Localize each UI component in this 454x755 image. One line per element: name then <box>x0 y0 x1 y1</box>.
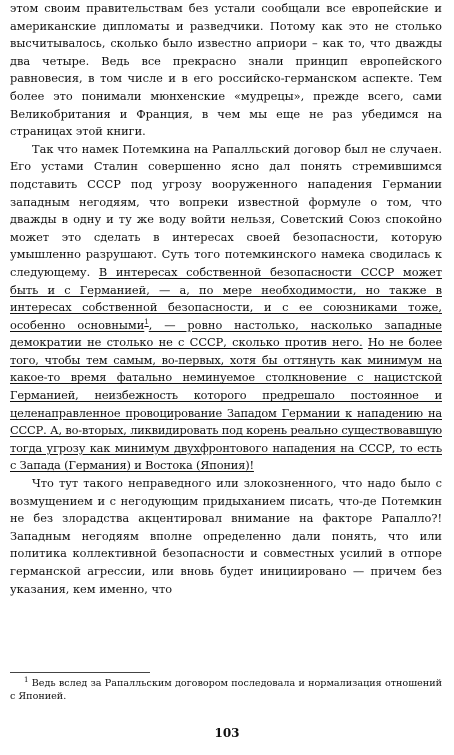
paragraph-2-underlined-c: Но не более того, чтобы тем самым, во-первых, хотя бы оттянуть как минимум на какое-то время фатально неминуемое столкновение с нацистской Германией, неизбежность которого предрешало постоянное и целенаправленное провоцирование Западом Германии к нападению на СССР. А, во-вторых, ликвидировать под корень реально существовавшую тогда угрозу как минимум двухфронтового нападения на СССР, то есть с Запада (Германия) и Востока (Япония)! <box>10 335 443 473</box>
paragraph-3 <box>10 475 442 598</box>
paragraph-2-underlined-a: В интересах собственной безопасности СССР может быть и с Германией, — а, по мере необходимости, но также в интересах собственной безопасности, и с ее союзниками тоже, особенно основными <box>10 264 443 332</box>
footnote <box>10 677 442 703</box>
footnote-mark: 1 <box>24 675 29 684</box>
paragraph-2-text-a: Так что намек Потемкина на Рапалльский договор был не случаен. Его устами Сталин совершенно ясно дал понять стремившимся подставить СССР под угрозу вооруженного нападения Германии западным негодяям, что вопреки известной формуле о том, что дважды в одну и ту же воду войти нельзя, Советский Союз спокойно может это сделать в интересах своей безопасности, которую умышленно разрушают. Суть того потемкинского намека сводилась к следующему. <box>10 141 442 279</box>
paragraph-1-text: этом своим правительствам без устали сообщали все европейские и американские дипломаты и разведчики. Потому как это не столько высчитывалось, сколько было известно априори – как то, что дважды два четыре. Ведь все прекрасно знали принцип европейского равновесия, в том числе и в его российско-германском аспекте. Тем более это понимали мюнхенские «мудрецы», прежде всего, сами Великобритания и Франция, в чем мы еще не раз убедимся на страницах этой книги. <box>10 1 442 139</box>
paragraph-2-underlined-b: , — ровно настолько, насколько западные демократии не столько не с СССР, сколько против него. <box>10 317 442 350</box>
paragraph-1 <box>10 0 442 141</box>
paragraph-2 <box>10 141 442 475</box>
footnote-reference: 1 <box>144 317 149 326</box>
footnote-divider <box>10 672 150 673</box>
book-page <box>10 0 442 755</box>
page-number: 103 <box>214 726 240 740</box>
paragraph-3-text: Что тут такого неправедного или злокозненного, что надо было с возмущением и с негодующим придыханием писать, что-де Потемкин не без злорадства акцентировал внимание на факторе Рапалло?! Западным негодяям вполне определенно дали понять, что или политика коллективной безопасности и совместных усилий в отпоре германской агрессии, или вновь будет инициировано — причем без указания, кем именно, что <box>10 476 442 596</box>
footnote-text: Ведь вслед за Рапалльским договором последовала и нормализация отношений с Японией. <box>10 678 442 702</box>
